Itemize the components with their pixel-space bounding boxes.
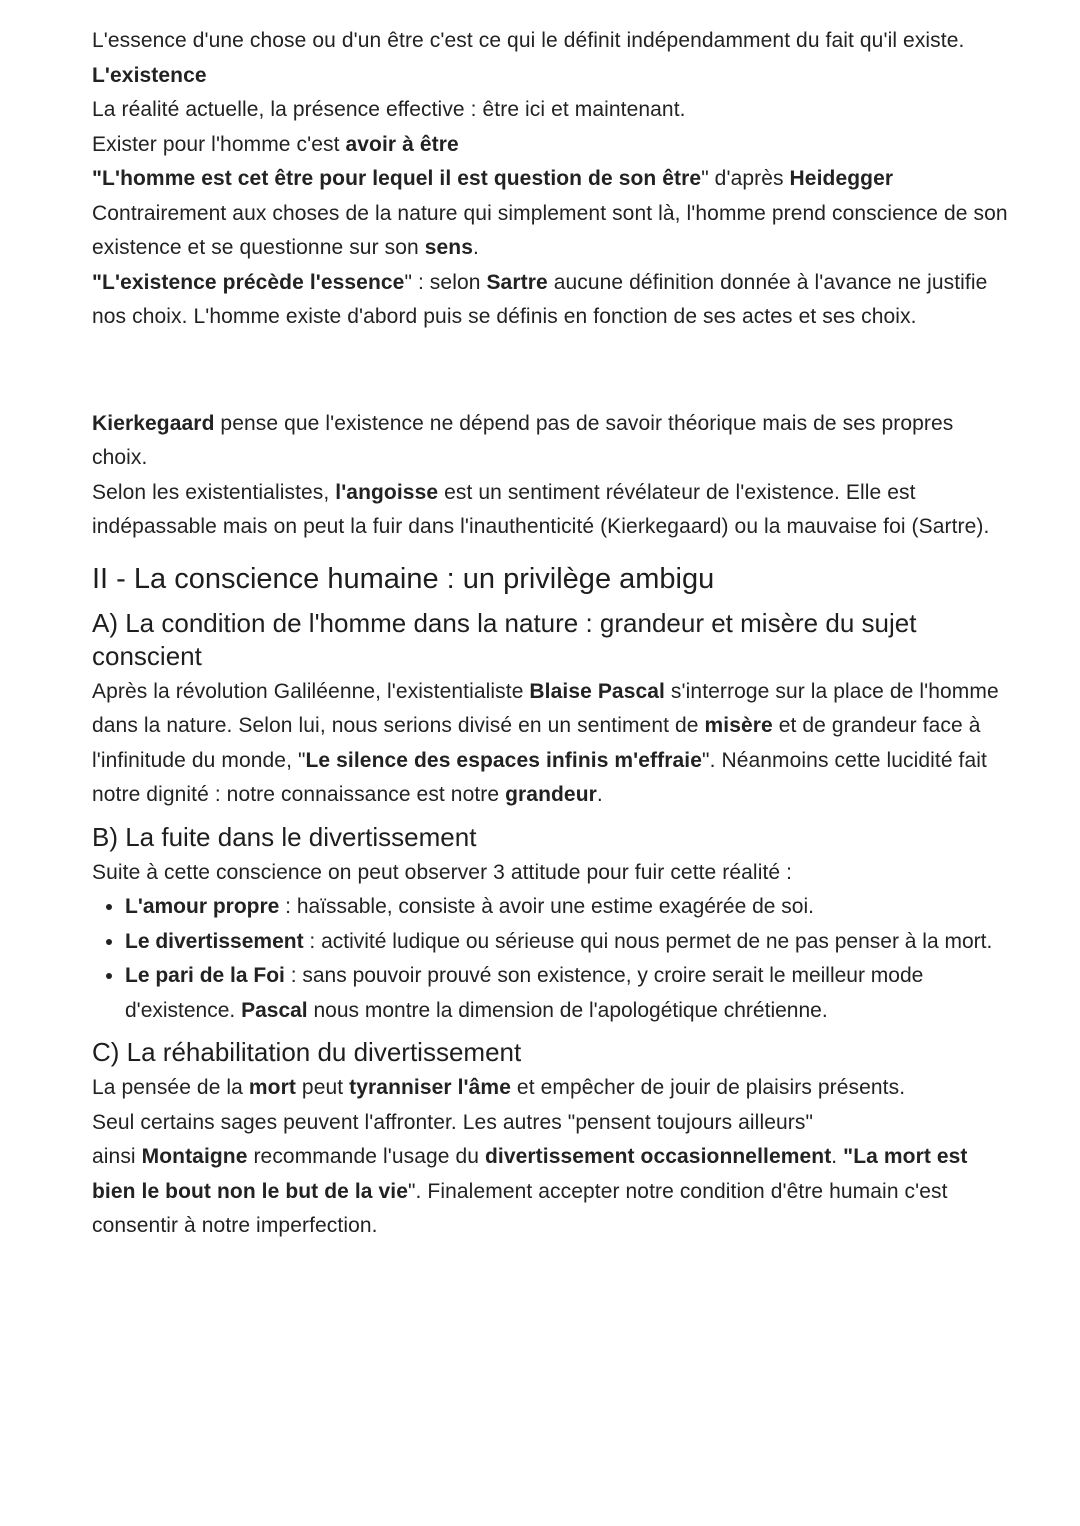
- text: La pensée de la: [92, 1076, 249, 1099]
- text: Selon les existentialistes,: [92, 480, 336, 504]
- spacer: [92, 335, 1010, 407]
- paragraph: [92, 197, 1010, 266]
- bold-text: misère: [704, 714, 773, 737]
- text: " : selon: [404, 270, 487, 294]
- list-item: [125, 890, 1010, 925]
- text: ". Néanmoins cette lucidité fait notre dignité : notre connaissance est notre: [92, 748, 987, 806]
- list-item: [125, 959, 1010, 1028]
- bold-text: divertissement occasionnellement: [484, 1145, 832, 1168]
- bold-text: Kierkegaard: [92, 411, 215, 435]
- subsection-c-body: [92, 1071, 1010, 1244]
- text: : haïssable, consiste à avoir une estime exagérée de soi.: [279, 895, 814, 918]
- paragraph: [92, 1106, 1010, 1141]
- paragraph: [92, 162, 1010, 197]
- text: et de grandeur face à l'infinitude du monde, ": [92, 714, 981, 772]
- text: s'interroge sur la place de l'homme dans la nature. Selon lui, nous serions divisé en un sentiment de: [92, 679, 999, 737]
- text: pense que l'existence ne dépend pas de savoir théorique mais de ses propres choix.: [92, 411, 954, 469]
- subsection-b-title: B) La fuite dans le divertissement: [92, 821, 477, 852]
- subsection-b-intro: [92, 856, 1010, 891]
- text: recommande l'usage du: [247, 1145, 485, 1168]
- paragraph: [92, 59, 1010, 94]
- bold-text: "L'homme est cet être pour lequel il est question de son être: [92, 167, 702, 190]
- text: : activité ludique ou sérieuse qui nous permet de ne pas penser à la mort.: [303, 929, 993, 953]
- bold-text: Le divertissement: [125, 929, 304, 953]
- attitudes-list: [92, 890, 1010, 1028]
- bold-text: sens: [424, 236, 473, 259]
- bold-text: L'existence: [92, 63, 207, 87]
- text: ainsi: [92, 1145, 142, 1168]
- bold-text: Le pari de la Foi: [125, 964, 285, 987]
- text: .: [831, 1145, 844, 1168]
- subsection-c-title: C) La réhabilitation du divertissement: [92, 1037, 522, 1067]
- bold-text: "La mort est bien le bout non le but de la vie: [92, 1145, 968, 1203]
- bold-text: Pascal: [241, 998, 308, 1022]
- paragraph: [92, 24, 1010, 59]
- text: " d'après: [701, 167, 790, 190]
- bold-text: Sartre: [486, 270, 548, 294]
- list-item: [125, 925, 1010, 960]
- text: Exister pour l'homme c'est: [92, 132, 346, 156]
- paragraph: [92, 675, 1010, 813]
- bold-text: mort: [248, 1076, 296, 1099]
- bold-text: L'amour propre: [125, 895, 280, 918]
- text: La réalité actuelle, la présence effective : être ici et maintenant.: [92, 98, 686, 121]
- bold-text: Heidegger: [789, 167, 894, 190]
- bold-text: Montaigne: [141, 1145, 248, 1168]
- text: Après la révolution Galiléenne, l'existentialiste: [92, 679, 530, 703]
- text: Contrairement aux choses de la nature qui simplement sont là, l'homme prend conscience de son existence et se questionne sur son: [92, 201, 1008, 259]
- bold-text: Le silence des espaces infinis m'effraie: [305, 748, 703, 772]
- text: est un sentiment révélateur de l'existence. Elle est indépassable mais on peut la fuir dans l'inauthenticité (Kierkegaard) ou la mauvaise foi (Sartre).: [92, 480, 990, 538]
- section-title: II - La conscience humaine : un privilège ambigu: [92, 562, 715, 595]
- paragraph: [92, 266, 1010, 335]
- text: ". Finalement accepter notre condition d'être humain c'est consentir à notre imperfection.: [92, 1179, 948, 1237]
- subsection-a-body: [92, 675, 1010, 813]
- paragraph: [92, 407, 1010, 476]
- text: .: [596, 783, 603, 806]
- text: .: [472, 236, 479, 259]
- bold-text: grandeur: [505, 783, 597, 806]
- bold-text: Blaise Pascal: [529, 679, 665, 703]
- text: Seul certains sages peuvent l'affronter. Les autres "pensent toujours ailleurs": [92, 1110, 814, 1134]
- paragraph: [92, 128, 1010, 163]
- text: : sans pouvoir prouvé son existence, y croire serait le meilleur mode d'existence.: [125, 964, 924, 1022]
- intro-block: [92, 24, 1010, 335]
- subsection-a-title: A) La condition de l'homme dans la nature : grandeur et misère du sujet conscient: [92, 607, 917, 671]
- bold-text: l'angoisse: [335, 480, 439, 504]
- existentialism-block: [92, 407, 1010, 545]
- paragraph: [92, 1140, 1010, 1244]
- bold-text: "L'existence précède l'essence: [92, 270, 405, 294]
- text: L'essence d'une chose ou d'un être c'est ce qui le définit indépendamment du fait qu'il existe.: [92, 29, 965, 52]
- text: Suite à cette conscience on peut observer 3 attitude pour fuir cette réalité :: [92, 860, 793, 884]
- paragraph: [92, 476, 1010, 545]
- text: et empêcher de jouir de plaisirs présents.: [510, 1076, 906, 1099]
- text: nous montre la dimension de l'apologétique chrétienne.: [307, 998, 828, 1022]
- paragraph: [92, 1071, 1010, 1106]
- bold-text: tyranniser l'âme: [349, 1076, 511, 1099]
- paragraph: [92, 93, 1010, 128]
- bold-text: avoir à être: [345, 132, 459, 156]
- text: aucune définition donnée à l'avance ne justifie nos choix. L'homme existe d'abord puis se définis en fonction de ses actes et ses choix.: [92, 270, 988, 328]
- text: peut: [295, 1076, 350, 1099]
